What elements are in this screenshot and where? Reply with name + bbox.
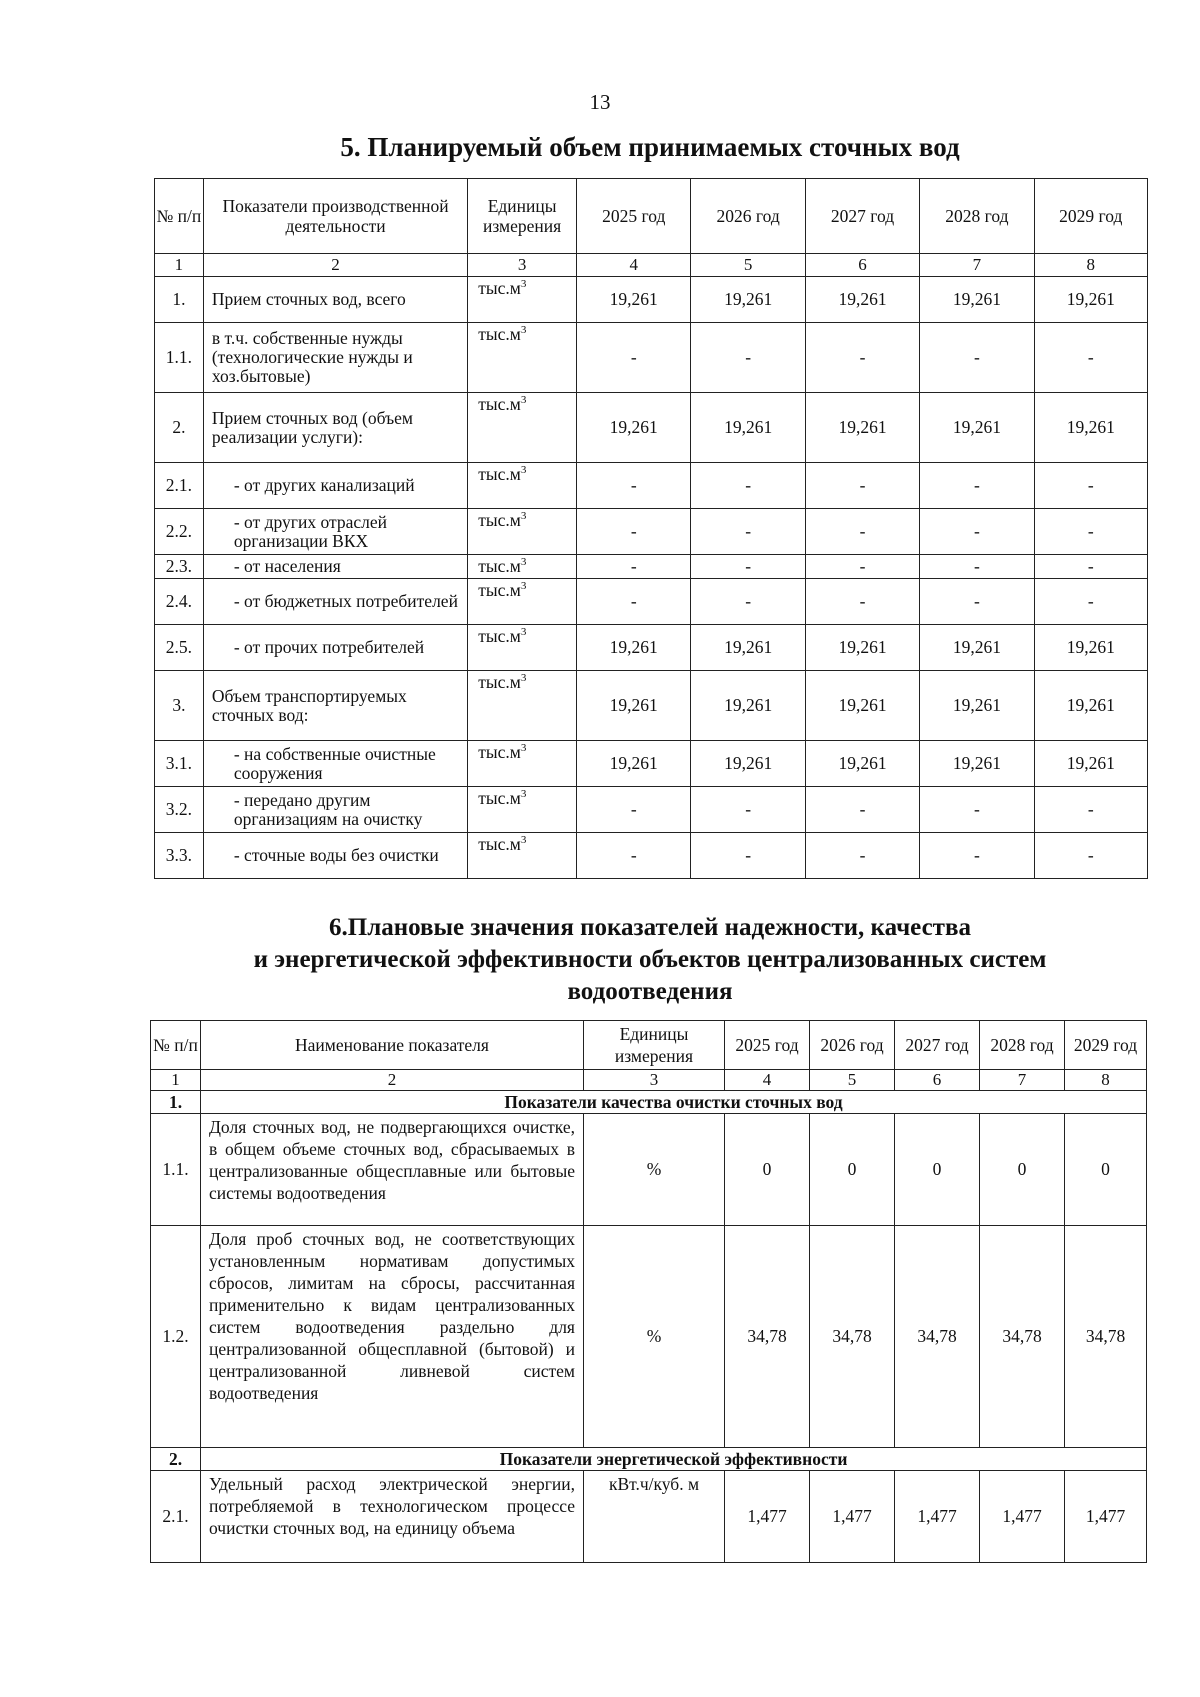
table-row bbox=[155, 277, 1148, 323]
value-cell: - bbox=[691, 833, 805, 879]
table-row bbox=[155, 323, 1148, 393]
value-cell: 34,78 bbox=[810, 1226, 895, 1448]
value-cell: - bbox=[805, 509, 919, 555]
unit-cell: кВт.ч/куб. м bbox=[584, 1471, 725, 1563]
column-number-row bbox=[151, 1070, 1147, 1091]
value-cell: 1,477 bbox=[810, 1471, 895, 1563]
unit-text: тыс.м bbox=[478, 278, 521, 298]
indicator-name: - от других канализаций bbox=[203, 463, 467, 509]
row-num: 2.5. bbox=[155, 625, 204, 671]
value-cell: 19,261 bbox=[920, 277, 1034, 323]
column-number: 6 bbox=[895, 1070, 980, 1091]
value-cell: - bbox=[577, 555, 691, 579]
row-num: 1. bbox=[155, 277, 204, 323]
reliability-indicators-table bbox=[150, 1020, 1147, 1563]
value-cell: - bbox=[805, 579, 919, 625]
value-cell: - bbox=[691, 463, 805, 509]
unit-superscript: 3 bbox=[520, 580, 527, 593]
indicator-name: - от прочих потребителей bbox=[203, 625, 467, 671]
unit-text: тыс.м bbox=[478, 672, 521, 692]
value-cell: - bbox=[805, 833, 919, 879]
group-num: 1. bbox=[151, 1091, 201, 1114]
header-year: 2026 год bbox=[810, 1021, 895, 1070]
table-row bbox=[155, 787, 1148, 833]
row-num: 2.4. bbox=[155, 579, 204, 625]
column-number: 1 bbox=[155, 254, 204, 277]
value-cell: 34,78 bbox=[980, 1226, 1065, 1448]
value-cell: 19,261 bbox=[1034, 671, 1147, 741]
value-cell: - bbox=[920, 555, 1034, 579]
column-number: 2 bbox=[203, 254, 467, 277]
unit-cell bbox=[468, 787, 577, 833]
indicator-name: - на собственные очистные сооружения bbox=[203, 741, 467, 787]
value-cell: 19,261 bbox=[577, 625, 691, 671]
unit-cell bbox=[468, 277, 577, 323]
indicator-name: - передано другим организациям на очистку bbox=[203, 787, 467, 833]
row-num: 1.1. bbox=[151, 1114, 201, 1226]
value-cell: - bbox=[805, 555, 919, 579]
value-cell: 1,477 bbox=[980, 1471, 1065, 1563]
value-cell: - bbox=[577, 323, 691, 393]
value-cell: 19,261 bbox=[691, 625, 805, 671]
unit-text: тыс.м bbox=[478, 324, 521, 344]
value-cell: 19,261 bbox=[691, 671, 805, 741]
value-cell: 19,261 bbox=[805, 277, 919, 323]
indicator-name: в т.ч. собственные нужды (технологические нужды и хоз.бытовые) bbox=[203, 323, 467, 393]
header-year: 2025 год bbox=[725, 1021, 810, 1070]
indicator-name: Прием сточных вод (объем реализации услуги): bbox=[203, 393, 467, 463]
unit-superscript: 3 bbox=[520, 834, 527, 847]
value-cell: 19,261 bbox=[577, 671, 691, 741]
unit-cell bbox=[468, 833, 577, 879]
table-row bbox=[151, 1114, 1147, 1226]
unit-superscript: 3 bbox=[520, 626, 527, 639]
value-cell: 19,261 bbox=[691, 277, 805, 323]
unit-cell: % bbox=[584, 1114, 725, 1226]
header-year: 2026 год bbox=[691, 179, 805, 254]
value-cell: 19,261 bbox=[805, 741, 919, 787]
indicator-name: Доля проб сточных вод, не соответствующих установленным нормативам допустимых сбросов, лимитам на сбросы, рассчитанная применительно к видам централизованных систем водоотведения раздельно для централизованной общесплавной (бытовой) и централизованной ливневой систем водоотведения bbox=[201, 1226, 584, 1448]
row-num: 3.2. bbox=[155, 787, 204, 833]
group-title: Показатели качества очистки сточных вод bbox=[201, 1091, 1147, 1114]
unit-superscript: 3 bbox=[520, 464, 527, 477]
column-number: 3 bbox=[468, 254, 577, 277]
value-cell: - bbox=[805, 323, 919, 393]
unit-superscript: 3 bbox=[520, 556, 527, 569]
value-cell: 19,261 bbox=[577, 393, 691, 463]
header-unit: Единицы измерения bbox=[468, 179, 577, 254]
value-cell: - bbox=[920, 509, 1034, 555]
unit-superscript: 3 bbox=[520, 278, 527, 291]
column-number: 3 bbox=[584, 1070, 725, 1091]
value-cell: 0 bbox=[895, 1114, 980, 1226]
header-year: 2029 год bbox=[1034, 179, 1147, 254]
table-row bbox=[155, 833, 1148, 879]
unit-superscript: 3 bbox=[520, 324, 527, 337]
indicator-name: Прием сточных вод, всего bbox=[203, 277, 467, 323]
value-cell: 19,261 bbox=[920, 393, 1034, 463]
table-row bbox=[155, 393, 1148, 463]
column-number: 8 bbox=[1065, 1070, 1147, 1091]
header-num: № п/п bbox=[151, 1021, 201, 1070]
page-number: 13 bbox=[589, 90, 611, 114]
value-cell: - bbox=[691, 579, 805, 625]
indicator-name: - от бюджетных потребителей bbox=[203, 579, 467, 625]
value-cell: 19,261 bbox=[920, 741, 1034, 787]
value-cell: - bbox=[691, 509, 805, 555]
value-cell: - bbox=[1034, 833, 1147, 879]
unit-superscript: 3 bbox=[520, 672, 527, 685]
value-cell: - bbox=[691, 555, 805, 579]
table-row bbox=[155, 579, 1148, 625]
section5-title: 5. Планируемый объем принимаемых сточных вод bbox=[340, 132, 960, 162]
row-num: 2. bbox=[155, 393, 204, 463]
value-cell: - bbox=[1034, 323, 1147, 393]
value-cell: - bbox=[920, 787, 1034, 833]
value-cell: 1,477 bbox=[725, 1471, 810, 1563]
value-cell: 19,261 bbox=[577, 277, 691, 323]
unit-cell bbox=[468, 671, 577, 741]
value-cell: 34,78 bbox=[725, 1226, 810, 1448]
value-cell: 0 bbox=[810, 1114, 895, 1226]
indicator-name: Объем транспортируемых сточных вод: bbox=[203, 671, 467, 741]
table-row bbox=[155, 555, 1148, 579]
value-cell: - bbox=[577, 787, 691, 833]
value-cell: - bbox=[691, 787, 805, 833]
value-cell: - bbox=[920, 833, 1034, 879]
unit-text: тыс.м bbox=[478, 788, 521, 808]
column-number: 6 bbox=[805, 254, 919, 277]
section6-title-line: и энергетической эффективности объектов централизованных систем bbox=[253, 946, 1047, 973]
row-num: 2.1. bbox=[155, 463, 204, 509]
unit-cell bbox=[468, 393, 577, 463]
unit-text: тыс.м bbox=[478, 742, 521, 762]
row-num: 3.3. bbox=[155, 833, 204, 879]
unit-text: тыс.м bbox=[478, 556, 521, 576]
column-number: 7 bbox=[920, 254, 1034, 277]
wastewater-volume-table bbox=[154, 178, 1148, 879]
value-cell: 0 bbox=[980, 1114, 1065, 1226]
unit-cell bbox=[468, 463, 577, 509]
table-row bbox=[155, 741, 1148, 787]
row-num: 1.1. bbox=[155, 323, 204, 393]
table-row bbox=[151, 1471, 1147, 1563]
table-header-row bbox=[151, 1021, 1147, 1070]
value-cell: 19,261 bbox=[1034, 277, 1147, 323]
value-cell: 19,261 bbox=[1034, 393, 1147, 463]
value-cell: - bbox=[920, 579, 1034, 625]
unit-text: тыс.м bbox=[478, 394, 521, 414]
table-row bbox=[155, 671, 1148, 741]
value-cell: 34,78 bbox=[1065, 1226, 1147, 1448]
unit-cell bbox=[468, 323, 577, 393]
group-header-row bbox=[151, 1448, 1147, 1471]
value-cell: - bbox=[805, 787, 919, 833]
unit-cell bbox=[468, 555, 577, 579]
value-cell: 19,261 bbox=[691, 393, 805, 463]
value-cell: - bbox=[805, 463, 919, 509]
section6-title-line: водоотведения bbox=[567, 978, 733, 1005]
row-num: 2.2. bbox=[155, 509, 204, 555]
value-cell: - bbox=[1034, 555, 1147, 579]
header-year: 2025 год bbox=[577, 179, 691, 254]
unit-text: тыс.м bbox=[478, 834, 521, 854]
value-cell: 19,261 bbox=[1034, 741, 1147, 787]
unit-text: тыс.м bbox=[478, 510, 521, 530]
column-number: 4 bbox=[577, 254, 691, 277]
value-cell: 19,261 bbox=[805, 671, 919, 741]
row-num: 3.1. bbox=[155, 741, 204, 787]
table-row bbox=[155, 509, 1148, 555]
indicator-name: - от других отраслей организации ВКХ bbox=[203, 509, 467, 555]
column-number: 5 bbox=[810, 1070, 895, 1091]
unit-superscript: 3 bbox=[520, 394, 527, 407]
group-title: Показатели энергетической эффективности bbox=[201, 1448, 1147, 1471]
value-cell: - bbox=[577, 579, 691, 625]
value-cell: - bbox=[1034, 463, 1147, 509]
table-row bbox=[155, 463, 1148, 509]
value-cell: 1,477 bbox=[895, 1471, 980, 1563]
unit-superscript: 3 bbox=[520, 742, 527, 755]
value-cell: - bbox=[920, 463, 1034, 509]
header-num: № п/п bbox=[155, 179, 204, 254]
value-cell: 19,261 bbox=[805, 625, 919, 671]
header-year: 2028 год bbox=[920, 179, 1034, 254]
table-header-row bbox=[155, 179, 1148, 254]
value-cell: - bbox=[1034, 787, 1147, 833]
value-cell: 34,78 bbox=[895, 1226, 980, 1448]
column-number: 7 bbox=[980, 1070, 1065, 1091]
row-num: 2.1. bbox=[151, 1471, 201, 1563]
indicator-name: - сточные воды без очистки bbox=[203, 833, 467, 879]
value-cell: - bbox=[920, 323, 1034, 393]
row-num: 2.3. bbox=[155, 555, 204, 579]
group-num: 2. bbox=[151, 1448, 201, 1471]
indicator-name: Доля сточных вод, не подвергающихся очистке, в общем объеме сточных вод, сбрасываемых в централизованные общесплавные или бытовые системы водоотведения bbox=[201, 1114, 584, 1226]
indicator-name: Удельный расход электрической энергии, потребляемой в технологическом процессе очистки сточных вод, на единицу объема bbox=[201, 1471, 584, 1563]
unit-cell bbox=[468, 509, 577, 555]
header-unit: Единицы измерения bbox=[584, 1021, 725, 1070]
row-num: 3. bbox=[155, 671, 204, 741]
value-cell: 19,261 bbox=[920, 625, 1034, 671]
value-cell: - bbox=[577, 463, 691, 509]
unit-superscript: 3 bbox=[520, 788, 527, 801]
value-cell: - bbox=[1034, 579, 1147, 625]
unit-superscript: 3 bbox=[520, 510, 527, 523]
unit-cell: % bbox=[584, 1226, 725, 1448]
header-year: 2027 год bbox=[805, 179, 919, 254]
indicator-name: - от населения bbox=[203, 555, 467, 579]
group-header-row bbox=[151, 1091, 1147, 1114]
section6-title-line: 6.Плановые значения показателей надежности, качества bbox=[329, 914, 971, 941]
header-year: 2028 год bbox=[980, 1021, 1065, 1070]
unit-cell bbox=[468, 625, 577, 671]
unit-text: тыс.м bbox=[478, 580, 521, 600]
value-cell: 19,261 bbox=[805, 393, 919, 463]
value-cell: - bbox=[577, 509, 691, 555]
value-cell: - bbox=[691, 323, 805, 393]
table-row bbox=[155, 625, 1148, 671]
unit-cell bbox=[468, 579, 577, 625]
column-number: 2 bbox=[201, 1070, 584, 1091]
value-cell: 0 bbox=[1065, 1114, 1147, 1226]
value-cell: 19,261 bbox=[1034, 625, 1147, 671]
value-cell: 1,477 bbox=[1065, 1471, 1147, 1563]
value-cell: 19,261 bbox=[577, 741, 691, 787]
value-cell: 19,261 bbox=[691, 741, 805, 787]
column-number-row bbox=[155, 254, 1148, 277]
table-row bbox=[151, 1226, 1147, 1448]
header-name: Наименование показателя bbox=[201, 1021, 584, 1070]
header-name: Показатели производственной деятельности bbox=[203, 179, 467, 254]
unit-cell bbox=[468, 741, 577, 787]
unit-text: тыс.м bbox=[478, 464, 521, 484]
value-cell: - bbox=[577, 833, 691, 879]
header-year: 2029 год bbox=[1065, 1021, 1147, 1070]
header-year: 2027 год bbox=[895, 1021, 980, 1070]
value-cell: 0 bbox=[725, 1114, 810, 1226]
column-number: 8 bbox=[1034, 254, 1147, 277]
column-number: 5 bbox=[691, 254, 805, 277]
value-cell: - bbox=[1034, 509, 1147, 555]
value-cell: 19,261 bbox=[920, 671, 1034, 741]
unit-text: тыс.м bbox=[478, 626, 521, 646]
column-number: 1 bbox=[151, 1070, 201, 1091]
row-num: 1.2. bbox=[151, 1226, 201, 1448]
section6-title bbox=[150, 912, 1150, 1008]
column-number: 4 bbox=[725, 1070, 810, 1091]
